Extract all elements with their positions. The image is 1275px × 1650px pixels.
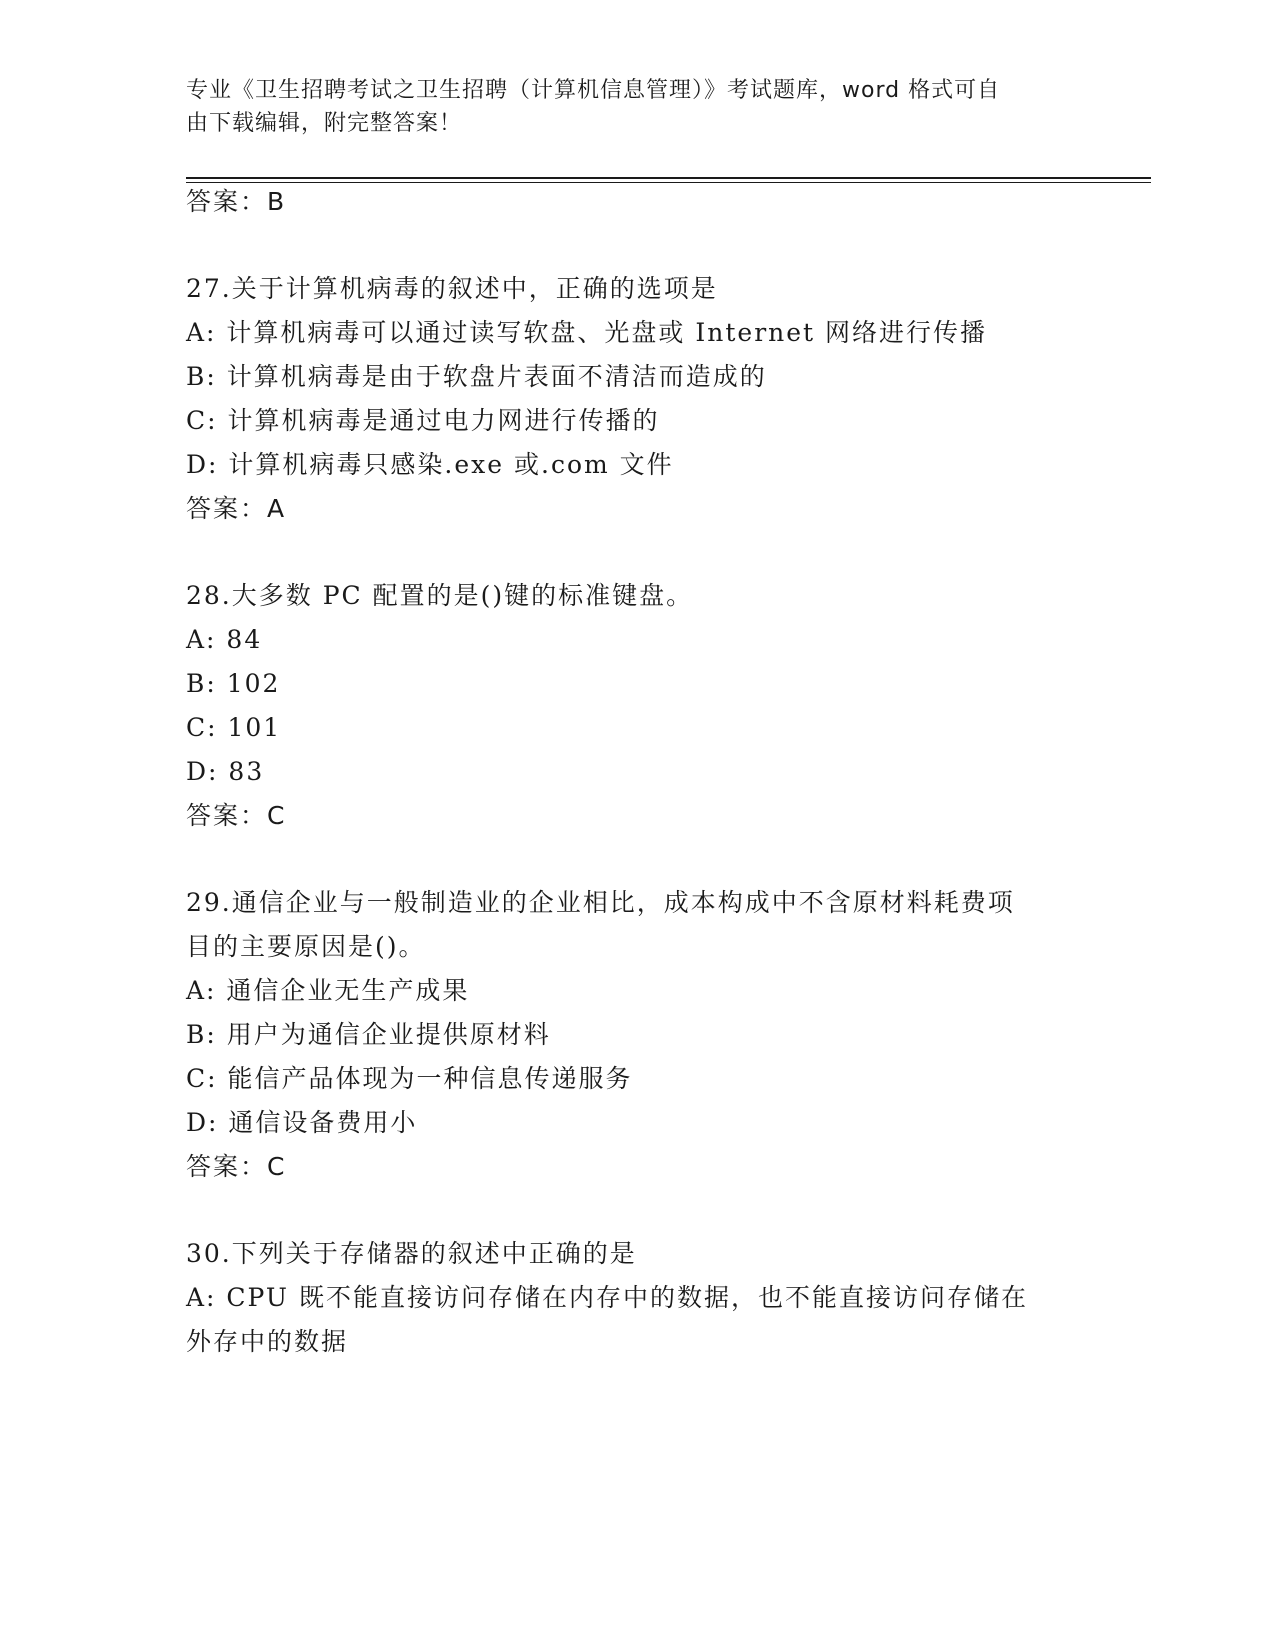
question-28-stem: 28.大多数 PC 配置的是()键的标准键盘。 (186, 581, 694, 610)
question-29-stem-line-2: 目的主要原因是()。 (186, 932, 426, 961)
header-divider-thin (186, 182, 1151, 183)
question-30-stem: 30.下列关于存储器的叙述中正确的是 (186, 1239, 637, 1268)
question-28-answer: 答案：C (186, 801, 287, 830)
question-28-option-d: D: 83 (186, 757, 265, 786)
question-30-option-a-line-1: A: CPU 既不能直接访问存储在内存中的数据，也不能直接访问存储在 (186, 1283, 1028, 1312)
document-header-note (186, 74, 1066, 140)
question-29-option-d: D: 通信设备费用小 (186, 1108, 418, 1137)
question-29-answer: 答案：C (186, 1152, 287, 1181)
question-29-stem-line-1: 29.通信企业与一般制造业的企业相比，成本构成中不含原材料耗费项 (186, 888, 1015, 917)
question-27-option-d: D: 计算机病毒只感染.exe 或.com 文件 (186, 450, 674, 479)
question-27-answer: 答案：A (186, 494, 287, 523)
header-note-line-1: 专业《卫生招聘考试之卫生招聘（计算机信息管理）》考试题库，word 格式可自 (186, 78, 1001, 103)
question-29-option-a: A: 通信企业无生产成果 (186, 976, 470, 1005)
header-note-line-2: 由下载编辑，附完整答案！ (186, 111, 463, 136)
question-27-option-a: A: 计算机病毒可以通过读写软盘、光盘或 Internet 网络进行传播 (186, 318, 988, 347)
question-27-stem: 27.关于计算机病毒的叙述中，正确的选项是 (186, 274, 718, 303)
question-28-option-c: C: 101 (186, 713, 282, 742)
question-27-option-b: B: 计算机病毒是由于软盘片表面不清洁而造成的 (186, 362, 767, 391)
previous-question-answer: 答案：B (186, 187, 287, 216)
header-divider-thick (186, 177, 1151, 179)
question-28-option-b: B: 102 (186, 669, 281, 698)
question-29-option-b: B: 用户为通信企业提供原材料 (186, 1020, 551, 1049)
question-28-option-a: A: 84 (186, 625, 263, 654)
question-30-option-a-line-2: 外存中的数据 (186, 1327, 349, 1356)
question-29-option-c: C: 能信产品体现为一种信息传递服务 (186, 1064, 633, 1093)
question-27-option-c: C: 计算机病毒是通过电力网进行传播的 (186, 406, 660, 435)
